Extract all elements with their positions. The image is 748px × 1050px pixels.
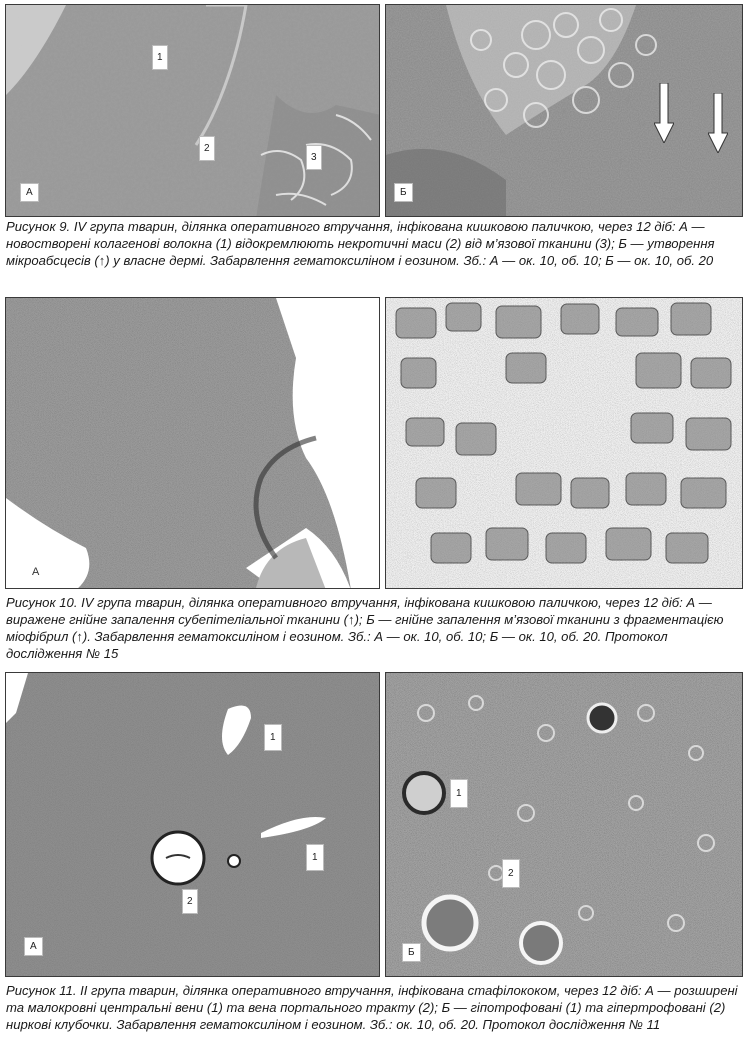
marker-1: 1 [152, 45, 168, 70]
marker-2: 2 [182, 889, 198, 914]
marker-1: 1 [450, 779, 468, 808]
panel-letter-b: Б [406, 551, 413, 562]
arrow-icon [654, 83, 674, 143]
caption-lead: Рисунок 11. II група тварин, [6, 983, 180, 998]
micrograph-dermis-microabscesses [386, 5, 743, 217]
marker-3: 3 [306, 145, 322, 170]
micrograph-liver [6, 673, 380, 977]
figure-10-panel-b [385, 297, 743, 589]
micrograph-muscle-tissue [386, 298, 743, 589]
arrow-icon [708, 93, 728, 153]
caption-lead: Рисунок 9. IV група тварин, [6, 219, 178, 234]
panel-letter-a: А [24, 937, 43, 956]
figure-11-panel-b [385, 672, 743, 977]
marker-1: 1 [264, 724, 282, 751]
panel-letter-b: Б [402, 943, 421, 962]
figure-10-caption [6, 594, 744, 662]
figure-11-caption [6, 982, 744, 1033]
panel-letter-b: Б [394, 183, 413, 202]
marker-1: 1 [306, 844, 324, 871]
figure-9-caption [6, 218, 744, 269]
marker-2: 2 [199, 136, 215, 161]
caption-text: ділянка оперативного втручання, інфікована кишковою паличкою, через 12 діб: А — новостворені колагенові волокна (1) відокремлюють некротичні маси (2) від м’язової тканини (3); Б — утворення мікроабсцесів (↑) у власне дермі. Забарвлення гематоксиліном і еозином. Зб.: А — ок. 10, об. 10; Б — ок. 10, об. 20 [6, 219, 715, 268]
figure-9-panel-b [385, 4, 743, 217]
micrograph-connective-tissue [6, 5, 380, 217]
marker-2: 2 [502, 859, 520, 888]
micrograph-subepithelial-tissue [6, 298, 380, 589]
figure-9-panel-a [5, 4, 380, 217]
caption-lead: Рисунок 10. IV група тварин, [6, 595, 186, 610]
figure-11-panel-a [5, 672, 380, 977]
figure-10-panel-a [5, 297, 380, 589]
caption-text: ділянка оперативного втручання, інфікована кишковою паличкою, через 12 діб: А — виражене гнійне запалення субепітеліальної тканини (↑); Б — гнійне запалення м’язової тканини з фрагментацією міофібрил (↑). Забарвлення гематоксиліном і еозином. Зб.: А — ок. 10, об. 10; Б — ок. 10, об. 20. Протокол дослідження № 15 [6, 595, 724, 661]
micrograph-kidney [386, 673, 743, 977]
panel-letter-a: А [32, 566, 40, 578]
caption-text: ділянка оперативного втручання, інфікована стафілококом, через 12 діб: А — розширені та малокровні центральні вени (1) та вена портального тракту (2); Б — гіпотрофовані (1) та гіпертрофовані (2) ниркові клубочки. Забарвлення гематоксиліном і еозином. Зб.: ок. 10, об. 20. Протокол дослідження № 11 [6, 983, 738, 1032]
panel-letter-a: А [20, 183, 39, 202]
